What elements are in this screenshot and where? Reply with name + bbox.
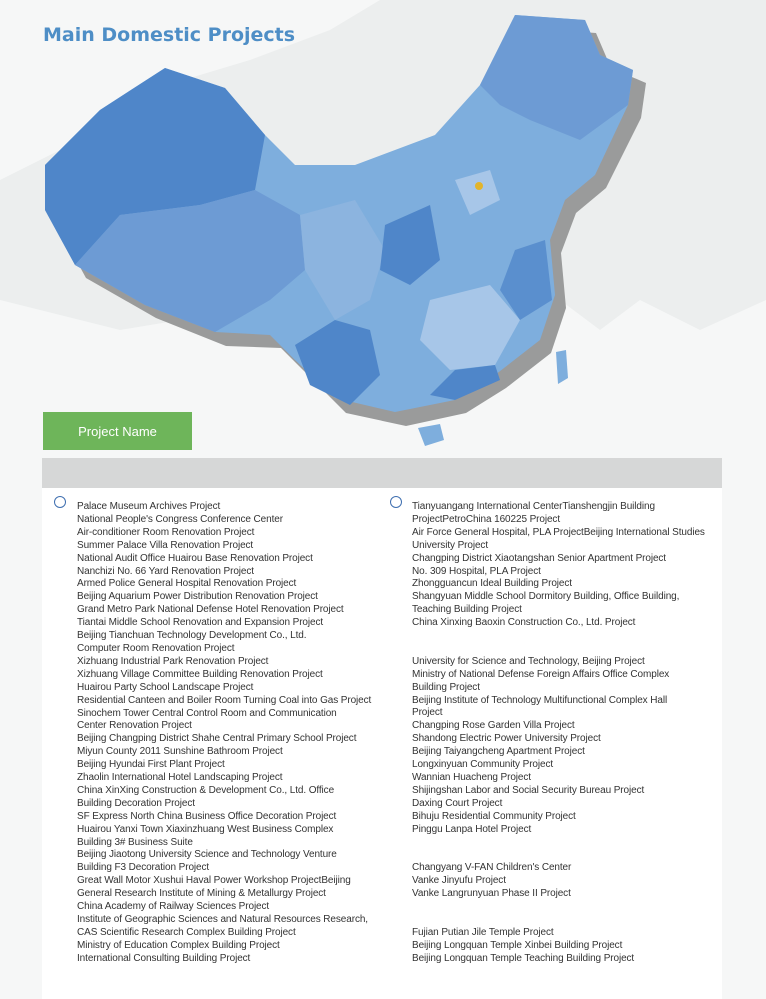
project-item: Beijing Changping District Shahe Central Primary School Project <box>77 733 357 745</box>
project-item: Armed Police General Hospital Renovation Project <box>77 578 297 590</box>
project-item: International Consulting Building Project <box>77 952 251 964</box>
project-item: Nanchizi No. 66 Yard Renovation Project <box>77 565 254 577</box>
left-project-list <box>77 501 397 966</box>
project-item: Beijing Aquarium Power Distribution Renovation Project <box>77 591 318 603</box>
project-item: Vanke Langrunyuan Phase II Project <box>412 888 571 900</box>
project-item: Huairou Party School Landscape Project <box>77 681 254 693</box>
left-column-marker-icon <box>54 496 66 508</box>
project-item: China XinXing Construction & Development Co., Ltd. Office <box>77 784 335 796</box>
list-spacer <box>412 837 712 850</box>
project-item: Fujian Putian Jile Temple Project <box>412 926 554 938</box>
project-item: Beijing Longquan Temple Teaching Building Project <box>412 952 635 964</box>
project-item: Changyang V-FAN Children's Center <box>412 862 572 874</box>
project-item: Beijing Tianchuan Technology Development Co., Ltd. <box>77 630 307 642</box>
list-spacer <box>412 901 712 914</box>
page-title: Main Domestic Projects <box>43 24 296 46</box>
project-item: Daxing Court Project <box>412 797 503 809</box>
project-item: Beijing Longquan Temple Xinbei Building Project <box>412 939 623 951</box>
project-item: Great Wall Motor Xushui Haval Power Workshop ProjectBeijing <box>77 875 351 887</box>
project-item: Tianyuangang International CenterTianshengjin Building <box>412 501 655 512</box>
project-item: Beijing Institute of Technology Multifunctional Complex Hall <box>412 694 668 706</box>
project-item: General Research Institute of Mining & Metallurgy Project <box>77 888 326 900</box>
project-item: China Academy of Railway Sciences Project <box>77 901 270 913</box>
project-item: Building Project <box>412 681 480 693</box>
project-item: No. 309 Hospital, PLA Project <box>412 565 541 577</box>
project-item: Ministry of Education Complex Building Project <box>77 939 280 951</box>
project-item: Zhaolin International Hotel Landscaping Project <box>77 772 283 784</box>
list-spacer <box>412 849 712 862</box>
projects-panel <box>42 488 722 999</box>
right-project-list <box>412 501 712 966</box>
project-item: Beijing Taiyangcheng Apartment Project <box>412 746 585 758</box>
project-item: Air-conditioner Room Renovation Project <box>77 526 255 538</box>
project-item: Zhongguancun Ideal Building Project <box>412 578 572 590</box>
project-item: Teaching Building Project <box>412 604 522 616</box>
project-item: Shandong Electric Power University Project <box>412 733 601 745</box>
project-item: Project <box>412 707 443 719</box>
project-item: Miyun County 2011 Sunshine Bathroom Project <box>77 746 283 758</box>
project-item: Beijing Jiaotong University Science and Technology Venture <box>77 849 337 861</box>
china-map <box>0 0 766 470</box>
project-item: Tiantai Middle School Renovation and Expansion Project <box>77 617 324 629</box>
project-item: Longxinyuan Community Project <box>412 759 554 771</box>
project-item: Beijing Hyundai First Plant Project <box>77 759 225 771</box>
project-item: Residential Canteen and Boiler Room Turning Coal into Gas Project <box>77 694 372 706</box>
project-item: Air Force General Hospital, PLA ProjectBeijing International Studies <box>412 526 705 538</box>
project-item: Changping District Xiaotangshan Senior Apartment Project <box>412 552 666 564</box>
project-item: Building F3 Decoration Project <box>77 862 210 874</box>
project-item: National People's Congress Conference Center <box>77 513 283 525</box>
project-item: China Xinxing Baoxin Construction Co., Ltd. Project <box>412 617 636 629</box>
project-item: Palace Museum Archives Project <box>77 501 221 512</box>
project-item: Shijingshan Labor and Social Security Bureau Project <box>412 784 645 796</box>
project-item: Bihuju Residential Community Project <box>412 810 576 822</box>
project-item: National Audit Office Huairou Base Renovation Project <box>77 552 313 564</box>
project-item: Sinochem Tower Central Control Room and Communication <box>77 707 337 719</box>
project-item: SF Express North China Business Office Decoration Project <box>77 810 337 822</box>
project-item: CAS Scientific Research Complex Building Project <box>77 926 296 938</box>
project-item: Center Renovation Project <box>77 720 192 732</box>
list-spacer <box>412 630 712 643</box>
project-item: Building 3# Business Suite <box>77 836 193 848</box>
project-item: University for Science and Technology, Beijing Project <box>412 655 645 667</box>
project-item: Computer Room Renovation Project <box>77 642 235 654</box>
project-item: Xizhuang Industrial Park Renovation Project <box>77 655 269 667</box>
list-spacer <box>412 643 712 656</box>
project-item: Summer Palace Villa Renovation Project <box>77 539 254 551</box>
project-item: Grand Metro Park National Defense Hotel Renovation Project <box>77 604 344 616</box>
project-item: Pinggu Lanpa Hotel Project <box>412 823 532 835</box>
project-item: University Project <box>412 539 488 551</box>
project-item: Ministry of National Defense Foreign Affairs Office Complex <box>412 668 670 680</box>
list-spacer <box>412 914 712 927</box>
project-item: Changping Rose Garden Villa Project <box>412 720 575 732</box>
project-item: Institute of Geographic Sciences and Natural Resources Research, <box>77 914 368 925</box>
project-item: Vanke Jinyufu Project <box>412 875 506 887</box>
project-item: ProjectPetroChina 160225 Project <box>412 513 561 525</box>
project-item: Building Decoration Project <box>77 797 195 809</box>
project-item: Huairou Yanxi Town Xiaxinzhuang West Business Complex <box>77 823 334 835</box>
header-band <box>42 458 722 488</box>
project-name-tab[interactable]: Project Name <box>43 412 192 450</box>
project-item: Shangyuan Middle School Dormitory Building, Office Building, <box>412 591 680 603</box>
project-item: Xizhuang Village Committee Building Renovation Project <box>77 668 323 680</box>
project-item: Wannian Huacheng Project <box>412 772 531 783</box>
